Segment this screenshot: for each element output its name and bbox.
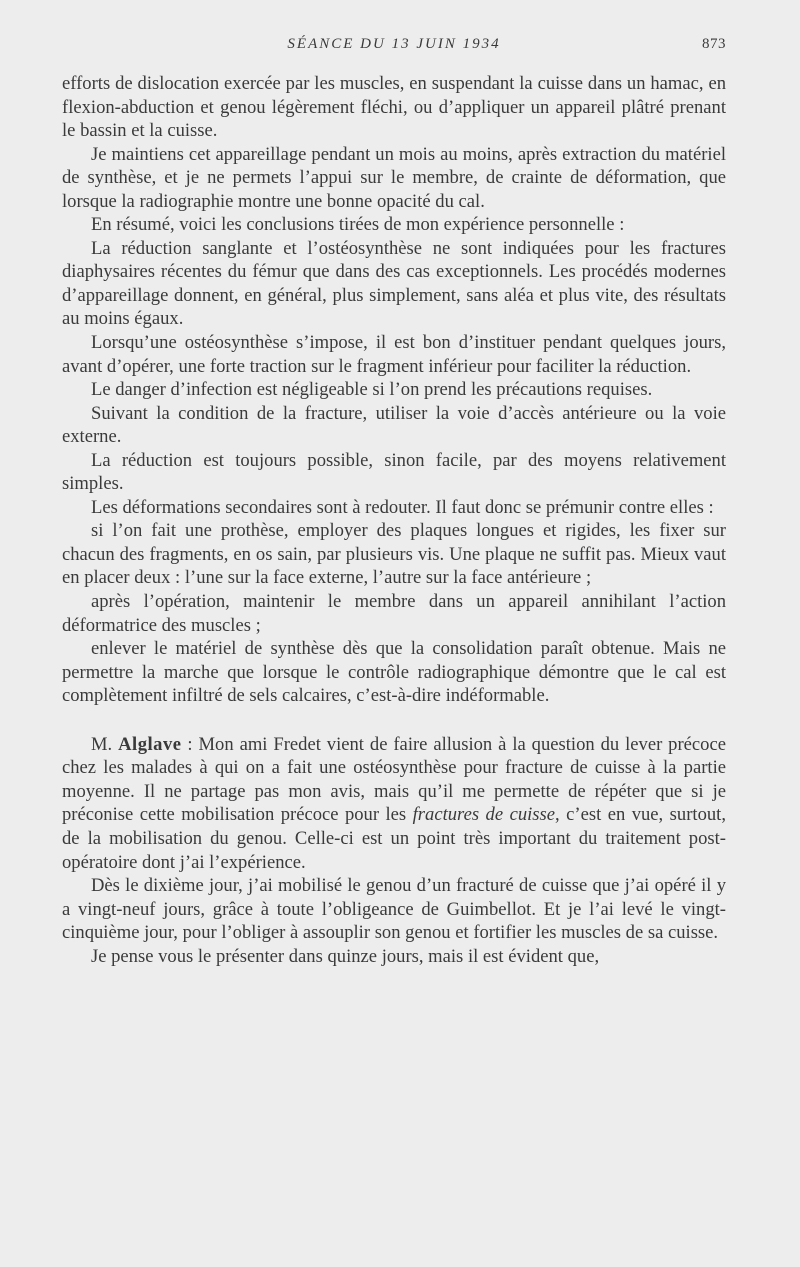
paragraph: Les déformations secondaires sont à redouter. Il faut donc se prémunir contre elles : bbox=[91, 496, 714, 518]
paragraph: Dès le dixième jour, j’ai mobilisé le genou d’un fracturé de cuisse que j’ai opéré il y a vingt-neuf jours, grâce à toute l’obligeance de Guimbellot. Et je l’ai levé le vingt-cinquième jour, pour l’obliger à assouplir son genou et fortifier les muscles de sa cuisse. bbox=[62, 875, 726, 944]
page-number: 873 bbox=[702, 36, 726, 52]
italic-phrase: fractures de cuisse bbox=[412, 804, 556, 826]
paragraph: La réduction est toujours possible, sinon facile, par des moyens relativement simples. bbox=[62, 449, 726, 495]
discussion-outro: , c’est en vue, surtout, de la mobilisation du genou. Celle-ci est un point très important du traitement post-opératoire dont j’ai l’expérience. bbox=[62, 804, 726, 873]
paragraph: En résumé, voici les conclusions tirées de mon expérience personnelle : bbox=[91, 214, 625, 236]
paragraph: enlever le matériel de synthèse dès que la consolidation paraît obtenue. Mais ne permettre la marche que lorsque le contrôle radiographique démontre que le cal est complètement infiltré de sels calcaires, c’est-à-dire indéformable. bbox=[62, 638, 726, 707]
paragraph: si l’on fait une prothèse, employer des plaques longues et rigides, les fixer sur chacun des fragments, en os sain, par plusieurs vis. Une plaque ne suffit pas. Mieux vaut en placer deux : l’une sur la face externe, l’autre sur la face antérieure ; bbox=[62, 520, 726, 589]
discussion-intro: : Mon ami Fredet vient de faire allusion à la question du lever précoce chez les malades à qui on a fait une ostéosynthèse pour fracture de cuisse à la partie moyenne. Il ne partage pas mon avis, mais qu’il me permette de répéter que si je préconise cette mobilisation précoce pour les bbox=[62, 733, 726, 826]
running-header bbox=[62, 36, 726, 56]
paragraph: Je maintiens cet appareillage pendant un mois au moins, après extraction du matériel de synthèse, et je ne permets l’appui sur le membre, de crainte de déformation, que lorsque la radiographie montre une bonne opacité du cal. bbox=[62, 143, 726, 212]
discussion-paragraph bbox=[62, 733, 726, 874]
paragraph: Je pense vous le présenter dans quinze jours, mais il est évident que, bbox=[91, 945, 600, 967]
speaker-prefix: M. bbox=[91, 733, 113, 755]
paragraph: Suivant la condition de la fracture, utiliser la voie d’accès antérieure ou la voie externe. bbox=[62, 402, 726, 448]
speaker-name: Alglave bbox=[118, 733, 182, 755]
header-title: SÉANCE DU 13 JUIN 1934 bbox=[287, 36, 501, 52]
paragraph: Lorsqu’une ostéosynthèse s’impose, il est bon d’instituer pendant quelques jours, avant d’opérer, une forte traction sur le fragment inférieur pour faciliter la réduction. bbox=[62, 332, 726, 377]
paragraph: efforts de dislocation exercée par les muscles, en suspendant la cuisse dans un hamac, en flexion-abduction et genou légèrement fléchi, ou d’appliquer un appareil plâtré prenant le bassin et la cuisse. bbox=[62, 73, 726, 142]
paragraph: après l’opération, maintenir le membre dans un appareil annihilant l’action déformatrice des muscles ; bbox=[62, 591, 726, 636]
body-text bbox=[62, 72, 726, 968]
paragraph: La réduction sanglante et l’ostéosynthèse ne sont indiquées pour les fractures diaphysaires récentes du fémur que dans des cas exceptionnels. Les procédés modernes d’appareillage donnent, en général, plus simplement, sans aléa et plus vite, des résultats au moins égaux. bbox=[62, 237, 726, 330]
paragraph: Le danger d’infection est négligeable si l’on prend les précautions requises. bbox=[91, 379, 653, 401]
